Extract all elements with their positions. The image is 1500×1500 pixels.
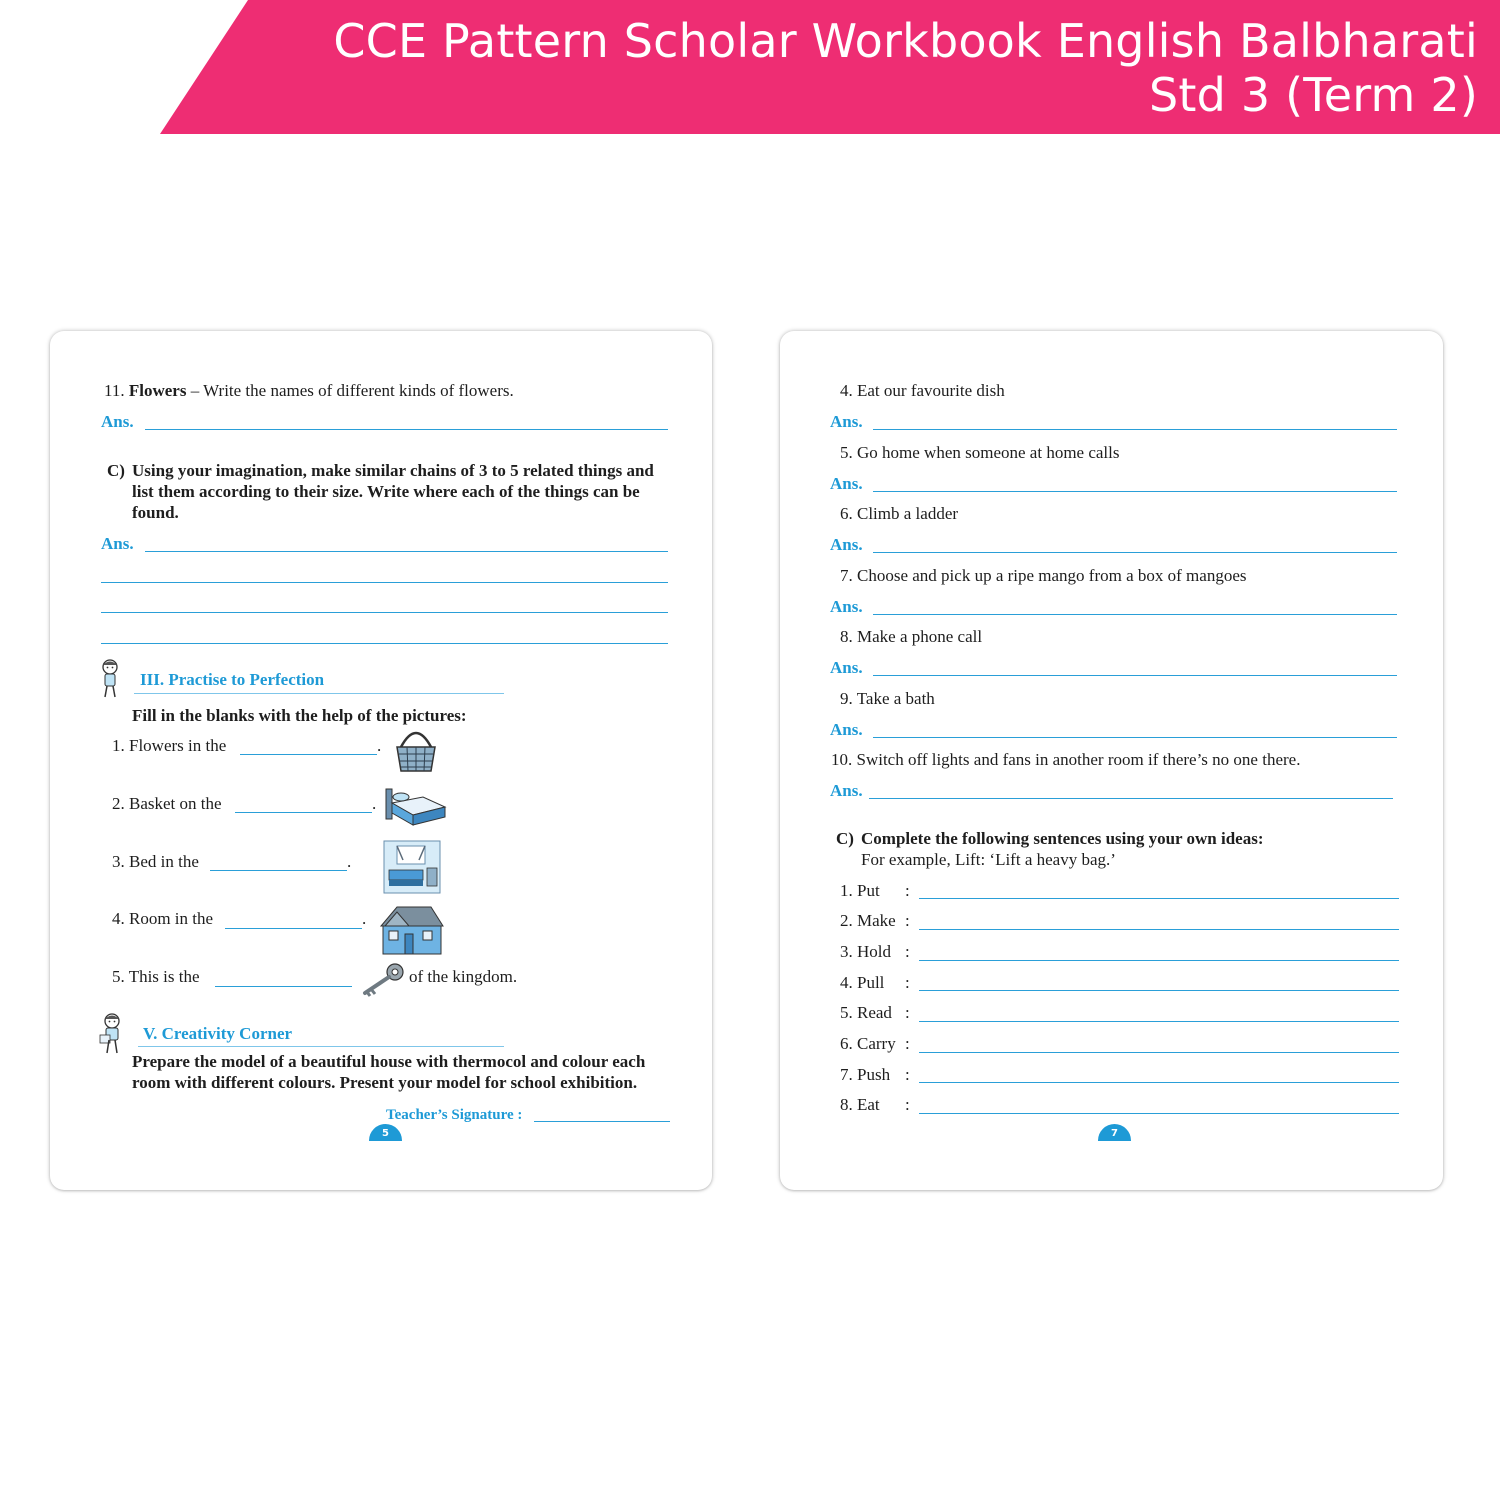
bedroom-icon	[383, 840, 441, 894]
section-c-label: C)	[836, 829, 854, 848]
question-title: Flowers	[128, 381, 187, 400]
fill-blank-2[interactable]	[235, 812, 372, 813]
fill-item-1: 1. Flowers in the	[112, 736, 227, 755]
colon: :	[905, 911, 910, 930]
answer-line[interactable]	[101, 612, 668, 613]
answer-label: Ans.	[830, 658, 863, 677]
answer-line[interactable]	[873, 614, 1397, 615]
sentence-item-8: 8. Eat	[840, 1095, 880, 1114]
fill-blank-1[interactable]	[240, 754, 377, 755]
answer-line[interactable]	[869, 798, 1393, 799]
answer-line[interactable]	[101, 643, 668, 644]
sentence-item-1: 1. Put	[840, 881, 880, 900]
fill-item-1-end: .	[377, 736, 382, 755]
sentence-item-3: 3. Hold	[840, 942, 891, 961]
answer-label: Ans.	[830, 781, 863, 800]
question-10: 10. Switch off lights and fans in another room if there’s no one there.	[831, 750, 1301, 769]
answer-line[interactable]	[873, 429, 1397, 430]
practise-instruction: Fill in the blanks with the help of the pictures:	[132, 706, 467, 725]
section-heading-practise: III. Practise to Perfection	[140, 670, 325, 689]
colon: :	[905, 1095, 910, 1114]
banner-title-line-2: Std 3 (Term 2)	[1148, 68, 1478, 122]
answer-line[interactable]	[145, 429, 668, 430]
fill-item-4-end: .	[362, 909, 367, 928]
answer-label: Ans.	[830, 474, 863, 493]
sentence-item-2: 2. Make	[840, 911, 896, 930]
fill-blank-5[interactable]	[215, 986, 352, 987]
sentence-line-2[interactable]	[919, 929, 1399, 930]
student-mascot-icon	[99, 1013, 125, 1055]
fill-item-4: 4. Room in the	[112, 909, 214, 928]
colon: :	[905, 973, 910, 992]
basket-icon	[393, 727, 439, 775]
banner-title	[228, 14, 1478, 122]
sentence-item-6: 6. Carry	[840, 1034, 896, 1053]
teacher-signature-line[interactable]	[534, 1121, 670, 1122]
title-banner	[0, 0, 1500, 134]
sentence-line-4[interactable]	[919, 990, 1399, 991]
colon: :	[905, 1034, 910, 1053]
question-text: – Write the names of different kinds of flowers.	[186, 381, 514, 400]
bed-icon	[383, 783, 449, 829]
sentence-item-7: 7. Push	[840, 1065, 891, 1084]
sentence-line-5[interactable]	[919, 1021, 1399, 1022]
section-c-heading: Complete the following sentences using your own ideas:	[861, 829, 1264, 848]
section-rule	[134, 693, 504, 694]
creativity-line-2: room with different colours. Present your model for school exhibition.	[132, 1073, 638, 1092]
sentence-item-5: 5. Read	[840, 1003, 892, 1022]
sentence-line-1[interactable]	[919, 898, 1399, 899]
section-c-line-3: found.	[132, 503, 179, 522]
question-5: 5. Go home when someone at home calls	[840, 443, 1120, 462]
answer-label: Ans.	[830, 597, 863, 616]
answer-line[interactable]	[145, 551, 668, 552]
workbook-page-5	[50, 331, 712, 1190]
sentence-line-6[interactable]	[919, 1052, 1399, 1053]
sentence-item-4: 4. Pull	[840, 973, 885, 992]
answer-line[interactable]	[101, 582, 668, 583]
colon: :	[905, 1065, 910, 1084]
answer-label: Ans.	[830, 720, 863, 739]
section-heading-creativity: V. Creativity Corner	[143, 1024, 293, 1043]
section-c-line-1: Using your imagination, make similar chains of 3 to 5 related things and	[132, 461, 654, 480]
creativity-line-1: Prepare the model of a beautiful house with thermocol and colour each	[132, 1052, 646, 1071]
question-8: 8. Make a phone call	[840, 627, 983, 646]
sentence-line-8[interactable]	[919, 1113, 1399, 1114]
sentence-line-7[interactable]	[919, 1082, 1399, 1083]
answer-label: Ans.	[830, 535, 863, 554]
section-rule	[138, 1046, 504, 1047]
colon: :	[905, 881, 910, 900]
answer-line[interactable]	[873, 491, 1397, 492]
fill-item-2-end: .	[372, 794, 377, 813]
fill-blank-3[interactable]	[210, 870, 347, 871]
section-c-line-2: list them according to their size. Write where each of the things can be	[132, 482, 640, 501]
colon: :	[905, 942, 910, 961]
section-c-example: For example, Lift: ‘Lift a heavy bag.’	[861, 850, 1116, 869]
fill-item-3-end: .	[347, 852, 352, 871]
answer-line[interactable]	[873, 737, 1397, 738]
house-icon	[379, 904, 445, 956]
answer-label: Ans.	[101, 534, 134, 553]
student-mascot-icon	[99, 659, 121, 699]
fill-item-2: 2. Basket on the	[112, 794, 222, 813]
fill-item-5-end: of the kingdom.	[409, 967, 518, 986]
answer-label: Ans.	[830, 412, 863, 431]
fill-blank-4[interactable]	[225, 928, 362, 929]
fill-item-5: 5. This is the	[112, 967, 200, 986]
answer-label: Ans.	[101, 412, 134, 431]
question-11	[104, 381, 514, 401]
workbook-page-7	[780, 331, 1443, 1190]
question-4: 4. Eat our favourite dish	[840, 381, 1005, 400]
teacher-signature-label: Teacher’s Signature :	[386, 1107, 523, 1123]
fill-item-3: 3. Bed in the	[112, 852, 199, 871]
question-9: 9. Take a bath	[840, 689, 935, 708]
key-icon	[359, 962, 405, 998]
page-number: 7	[1098, 1124, 1131, 1141]
answer-line[interactable]	[873, 675, 1397, 676]
page-number: 5	[369, 1124, 402, 1141]
question-7: 7. Choose and pick up a ripe mango from a box of mangoes	[840, 566, 1247, 585]
question-6: 6. Climb a ladder	[840, 504, 959, 523]
section-c-label: C)	[107, 461, 125, 480]
colon: :	[905, 1003, 910, 1022]
sentence-line-3[interactable]	[919, 960, 1399, 961]
banner-title-line-1: CCE Pattern Scholar Workbook English Balbharati	[333, 14, 1478, 68]
answer-line[interactable]	[873, 552, 1397, 553]
question-number: 11.	[104, 381, 125, 400]
